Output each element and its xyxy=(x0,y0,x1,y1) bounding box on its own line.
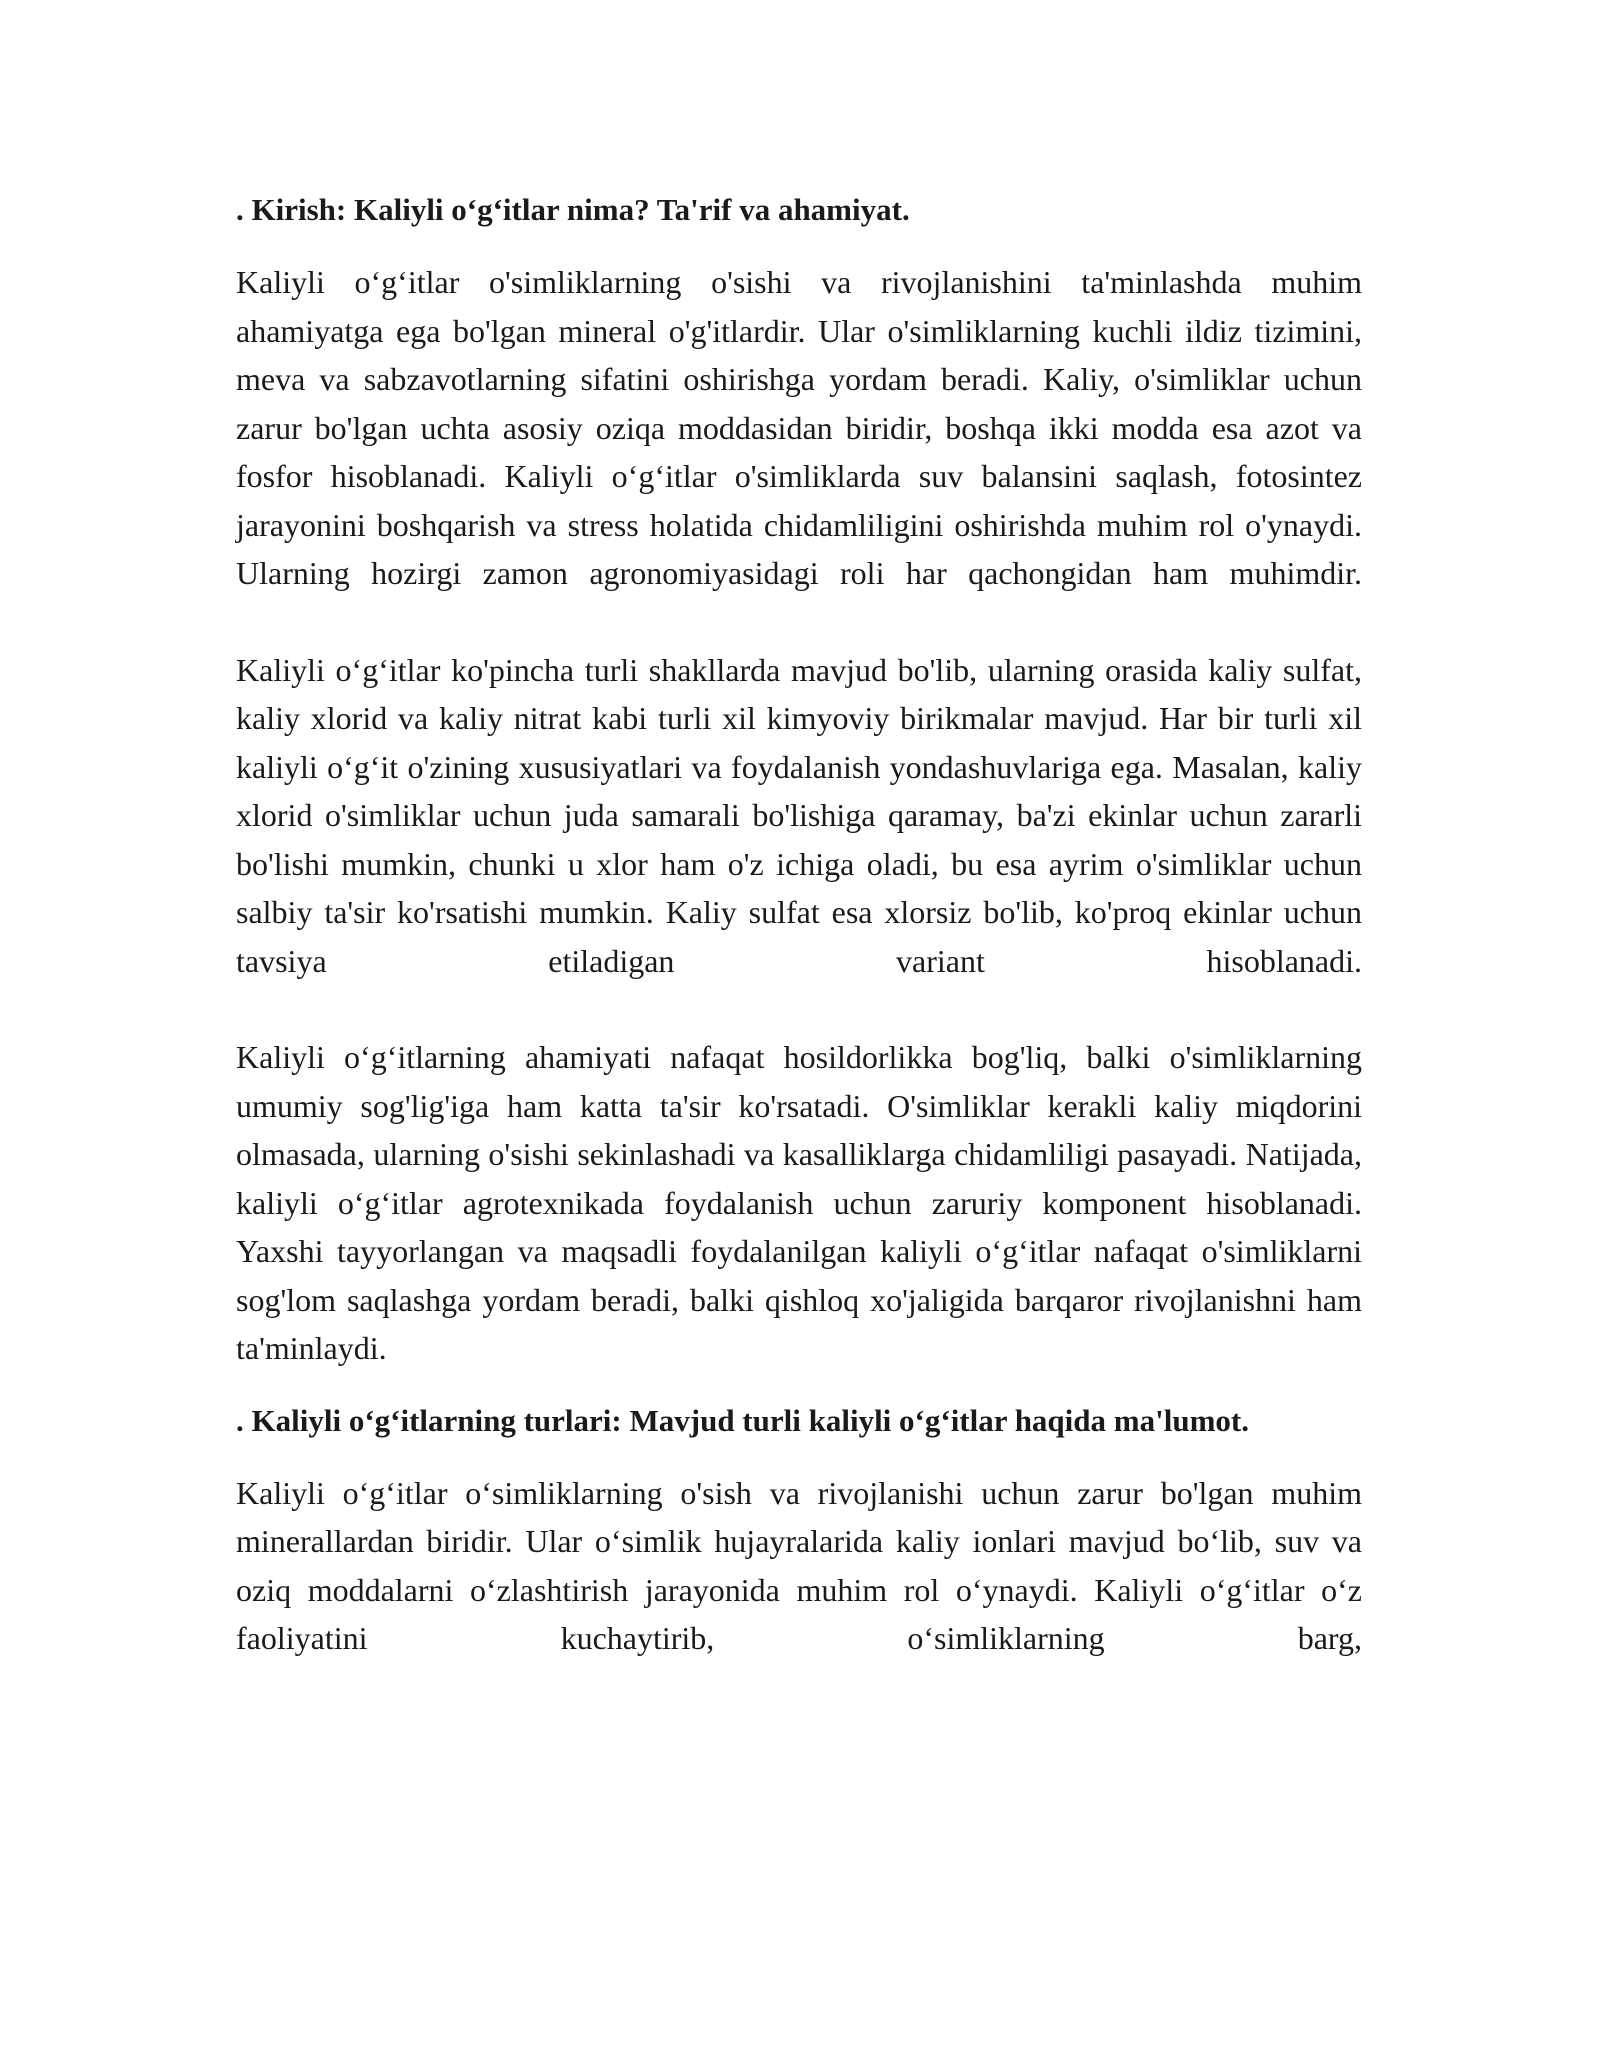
paragraph-types-intro: Kaliyli o‘g‘itlar o‘simliklarning o'sish va rivojlanishi uchun zarur bo'lgan muhim minerallardan biridir. Ular o‘simlik hujayralarida kaliy ionlari mavjud bo‘lib, suv va oziq moddalarni o‘zlashtirish jarayonida muhim rol o‘ynaydi. Kaliyli o‘g‘itlar o‘z faoliyatini kuchaytirib, o‘simliklarning barg, xyxy=(236,1474,1362,1656)
paragraph-spacer xyxy=(236,598,1362,646)
section-heading-introduction: . Kirish: Kaliyli o‘g‘itlar nima? Ta'rif va ahamiyat. xyxy=(236,192,910,227)
paragraph-spacer xyxy=(236,985,1362,1033)
paragraph-definition: Kaliyli o‘g‘itlar o'simliklarning o'sishi va rivojlanishini ta'minlashda muhim ahamiyatga ega bo'lgan mineral o'g'itlardir. Ular o'simliklarning kuchli ildiz tizimini, meva va sabzavotlarning sifatini oshirishga yordam beradi. Kaliy, o'simliklar uchun zarur bo'lgan uchta asosiy oziqa moddasidan biridir, boshqa ikki modda esa azot va fosfor hisoblanadi. Kaliyli o‘g‘itlar o'simliklarda suv balansini saqlash, fotosintez jarayonini boshqarish va stress holatida chidamliligini oshirishda muhim rol o'ynaydi. Ularning hozirgi zamon agronomiyasidagi roli har qachongidan ham muhimdir. xyxy=(236,264,1362,591)
paragraph-forms: Kaliyli o‘g‘itlar ko'pincha turli shakllarda mavjud bo'lib, ularning orasida kaliy sulfat, kaliy xlorid va kaliy nitrat kabi turli xil kimyoviy birikmalar mavjud. Har bir turli xil kaliyli o‘g‘it o'zining xususiyatlari va foydalanish yondashuvlariga ega. Masalan, kaliy xlorid o'simliklar uchun juda samarali bo'lishiga qaramay, ba'zi ekinlar uchun zararli bo'lishi mumkin, chunki u xlor ham o'z ichiga oladi, bu esa ayrim o'simliklar uchun salbiy ta'sir ko'rsatishi mumkin. Kaliy sulfat esa xlorsiz bo'lib, ko'proq ekinlar uchun tavsiya etiladigan variant hisoblanadi. xyxy=(236,651,1362,979)
paragraph-importance: Kaliyli o‘g‘itlarning ahamiyati nafaqat hosildorlikka bog'liq, balki o'simliklarning umumiy sog'lig'iga ham katta ta'sir ko'rsatadi. O'simliklar kerakli kaliy miqdorini olmasada, ularning o'sishi sekinlashadi va kasalliklarga chidamliligi pasayadi. Natijada, kaliyli o‘g‘itlar agrotexnikada foydalanish uchun zaruriy komponent hisoblanadi. Yaxshi tayyorlangan va maqsadli foydalanilgan kaliyli o‘g‘itlar nafaqat o'simliklarni sog'lom saqlashga yordam beradi, balki qishloq xo'jaligida barqaror rivojlanishni ham ta'minlaydi. xyxy=(236,1039,1362,1366)
section-heading-types: . Kaliyli o‘g‘itlarning turlari: Mavjud turli kaliyli o‘g‘itlar haqida ma'lumot. xyxy=(236,1402,1249,1438)
section-spacer xyxy=(236,1373,1362,1397)
document-page xyxy=(236,186,1362,1663)
